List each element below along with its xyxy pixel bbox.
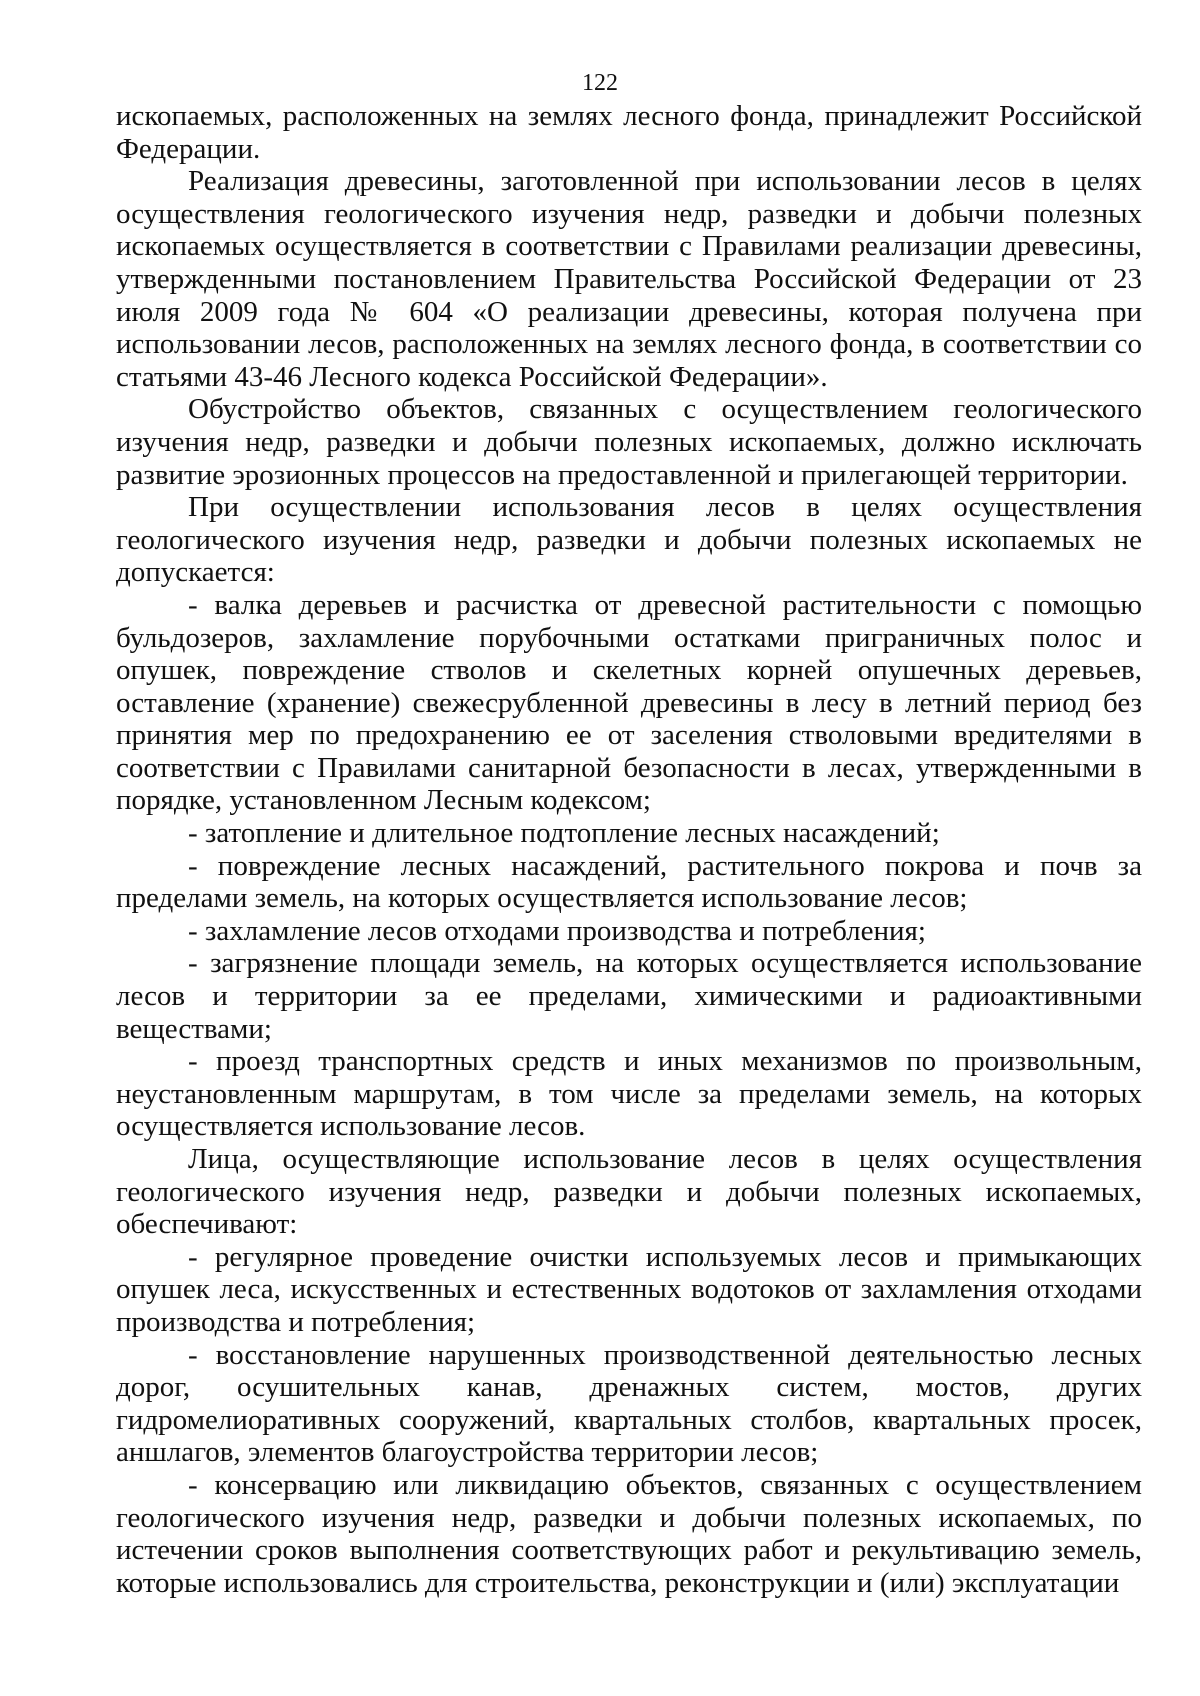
list-item-waste-littering: - захламление лесов отходами производства и потребления; <box>188 914 926 947</box>
page-number: 122 <box>582 70 618 96</box>
paragraph-continuation: ископаемых, расположенных на землях лесного фонда, принадлежит Российской Федерации. <box>116 100 1142 165</box>
list-item-vegetation-damage: - повреждение лесных насаждений, растительного покрова и почв за пределами земель, на которых осуществляется использование лесов; <box>116 849 1142 915</box>
list-item-flooding: - затопление и длительное подтопление лесных насаждений; <box>188 817 940 850</box>
paragraph-prohibitions-intro: При осуществлении использования лесов в целях осуществления геологического изучения недр, разведки и добычи полезных ископаемых не допускается: <box>116 491 1142 589</box>
paragraph-obligations-intro: Лица, осуществляющие использование лесов в целях осуществления геологического изучения недр, разведки и добычи полезных ископаемых, обеспечивают: <box>116 1143 1142 1241</box>
list-item-conservation: - консервацию или ликвидацию объектов, связанных с осуществлением геологического изучения недр, разведки и добычи полезных ископаемых, по истечении сроков выполнения соответствующих работ и рекультивацию земель, которые использовались для строительства, реконструкции и (или) эксплуатации <box>116 1468 1142 1599</box>
list-item-vehicle-passage: - проезд транспортных средств и иных механизмов по произвольным, неустановленным маршрутам, в том числе за пределами земель, на которых осуществляется использование лесов. <box>116 1045 1142 1143</box>
list-item-contamination: - загрязнение площади земель, на которых осуществляется использование лесов и территории за ее пределами, химическими и радиоактивными веществами; <box>116 947 1142 1045</box>
paragraph-facility-arrangement: Обустройство объектов, связанных с осуществлением геологического изучения недр, разведки и добычи полезных ископаемых, должно исключать развитие эрозионных процессов на предоставленной и прилегающей территории. <box>116 393 1142 491</box>
list-item-tree-felling: - валка деревьев и расчистка от древесной растительности с помощью бульдозеров, захламление порубочными остатками приграничных полос и опушек, повреждение стволов и скелетных корней опушечных деревьев, оставление (хранение) свежесрубленной древесины в лесу в летний период без принятия мер по предохранению ее от заселения стволовыми вредителями в соответствии с Правилами санитарной безопасности в лесах, утвержденными в порядке, установленном Лесным кодексом; <box>116 588 1142 817</box>
list-item-restoration: - восстановление нарушенных производственной деятельностью лесных дорог, осушительных канав, дренажных систем, мостов, других гидромелиоративных сооружений, квартальных столбов, квартальных просек, аншлагов, элементов благоустройства территории лесов; <box>116 1338 1142 1469</box>
paragraph-timber-sale: Реализация древесины, заготовленной при использовании лесов в целях осуществления геологического изучения недр, разведки и добычи полезных ископаемых осуществляется в соответствии с Правилами реализации древесины, утвержденными постановлением Правительства Российской Федерации от 23 июля 2009 года № 604 «О реализации древесины, которая получена при использовании лесов, расположенных на землях лесного фонда, в соответствии со статьями 43-46 Лесного кодекса Российской Федерации». <box>116 165 1142 393</box>
list-item-regular-cleaning: - регулярное проведение очистки используемых лесов и примыкающих опушек леса, искусственных и естественных водотоков от захламления отходами производства и потребления; <box>116 1240 1142 1338</box>
document-body <box>116 100 1142 1599</box>
